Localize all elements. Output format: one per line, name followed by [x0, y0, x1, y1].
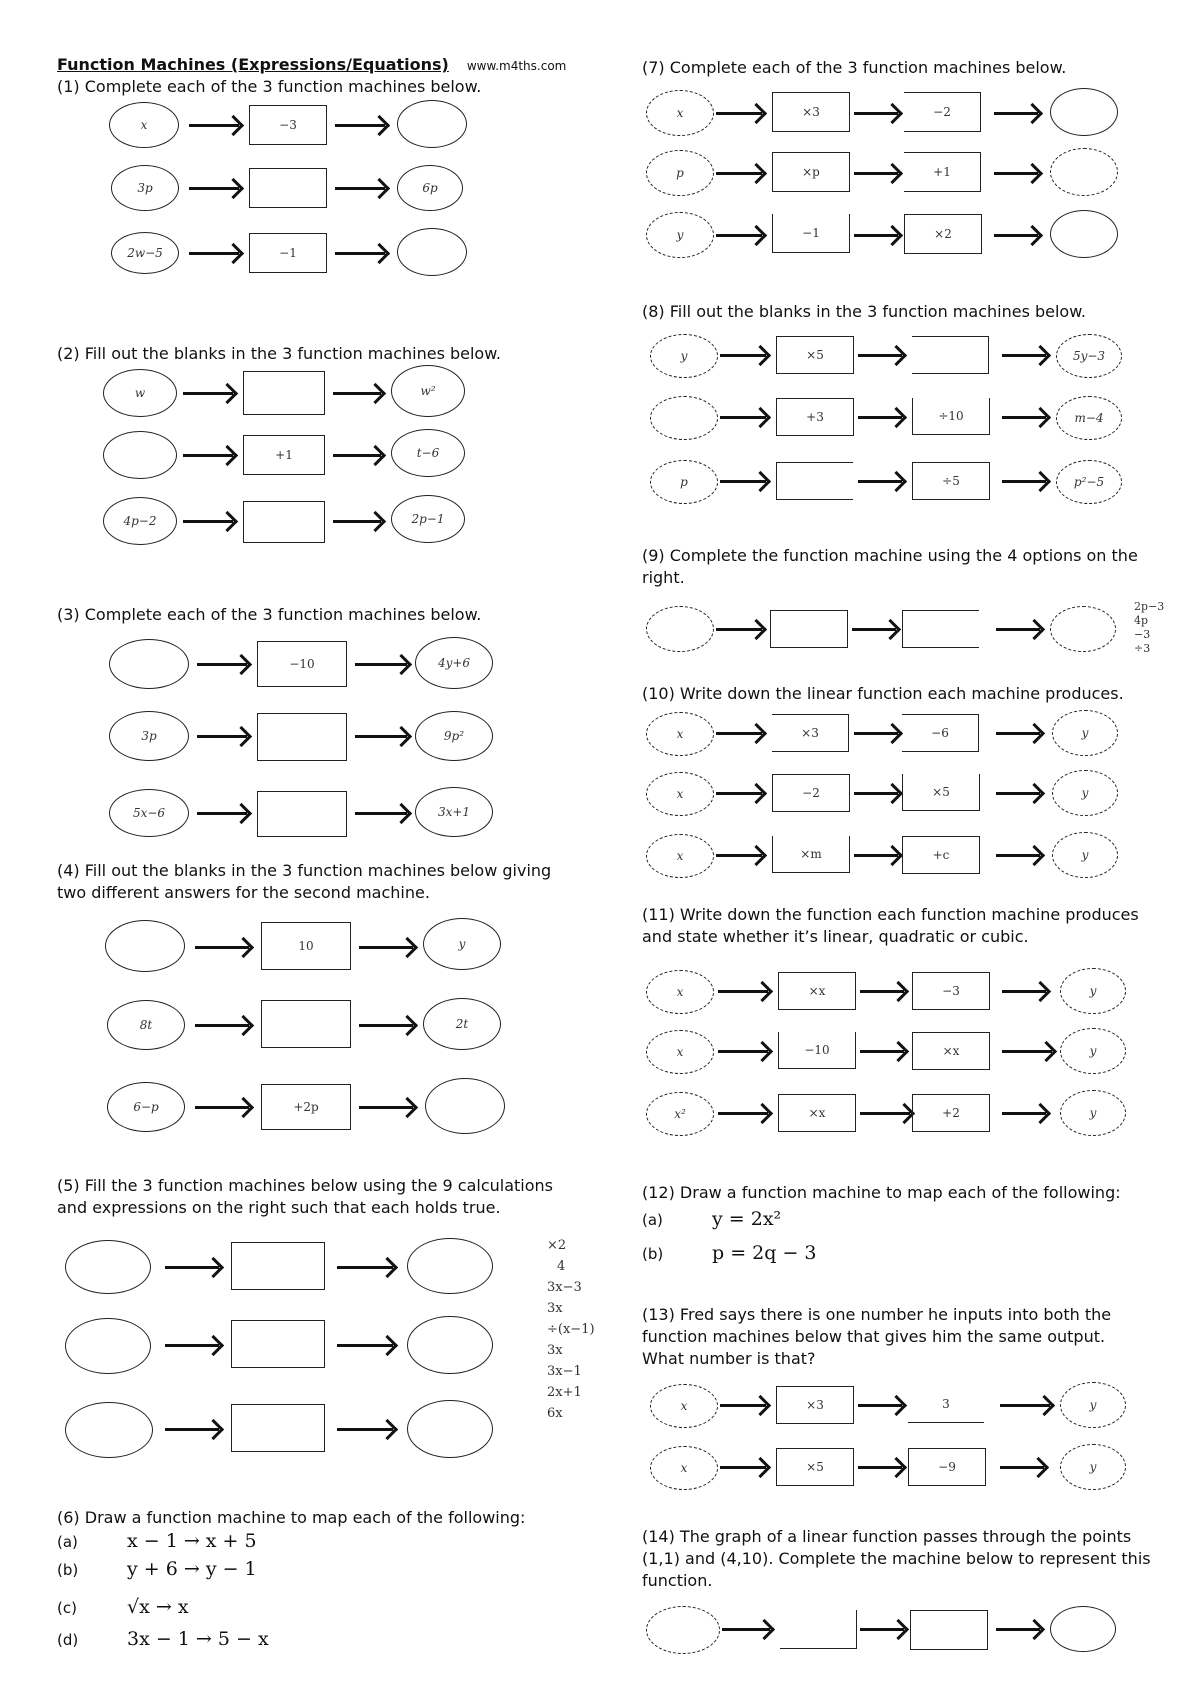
input-oval: [65, 1402, 153, 1458]
arrow-icon: [1000, 1404, 1050, 1407]
arrow-icon: [994, 112, 1038, 115]
input-oval: [646, 1606, 720, 1654]
option: 3x−1: [547, 1364, 582, 1379]
input-oval: x: [650, 1384, 718, 1428]
q12-text: (12) Draw a function machine to map each of the following:: [642, 1183, 1121, 1202]
arrow-icon: [337, 1266, 393, 1269]
operation-box: ×5: [776, 336, 854, 374]
input-oval: x: [646, 1030, 714, 1074]
output-oval: y: [1060, 1090, 1126, 1136]
arrow-icon: [854, 792, 898, 795]
option: 3x: [547, 1301, 563, 1316]
arrow-icon: [996, 1628, 1040, 1631]
option: 4: [557, 1259, 566, 1274]
output-oval: [425, 1078, 505, 1134]
item-expression: √x → x: [127, 1596, 189, 1618]
page-title: Function Machines (Expressions/Equations): [57, 55, 449, 74]
q6-item-c: [57, 1596, 189, 1618]
q11-machines: [646, 966, 1136, 1156]
operation-box: −3: [249, 105, 327, 145]
q12-item-a: [642, 1208, 781, 1230]
arrow-icon: [858, 416, 902, 419]
arrow-icon: [337, 1428, 393, 1431]
item-expression: y + 6 → y − 1: [127, 1558, 257, 1580]
input-oval: x: [646, 970, 714, 1014]
option: ÷(x−1): [547, 1322, 595, 1337]
operation-box: ×2: [904, 214, 982, 254]
arrow-icon: [720, 480, 766, 483]
arrow-icon: [716, 732, 762, 735]
arrow-icon: [355, 735, 407, 738]
q5-machines: [65, 1238, 565, 1488]
option: 3x: [547, 1343, 563, 1358]
operation-box: [902, 610, 979, 648]
input-oval: x: [109, 102, 179, 148]
operation-box: ×3: [772, 714, 849, 752]
arrow-icon: [722, 1628, 770, 1631]
output-oval: p²−5: [1056, 460, 1122, 504]
arrow-icon: [718, 990, 768, 993]
input-oval: p: [646, 150, 714, 196]
arrow-icon: [854, 234, 898, 237]
operation-box: [243, 501, 325, 543]
input-oval: y: [650, 334, 718, 378]
operation-box: −1: [772, 214, 850, 253]
arrow-icon: [860, 1628, 904, 1631]
arrow-icon: [189, 124, 239, 127]
q7-text: (7) Complete each of the 3 function machines below.: [642, 58, 1067, 77]
output-oval: [1050, 606, 1116, 652]
q5-options: [547, 1235, 595, 1424]
output-oval: y: [1060, 1444, 1126, 1490]
output-oval: w²: [391, 365, 465, 417]
output-oval: [397, 100, 467, 148]
arrow-icon: [716, 172, 762, 175]
operation-box: [231, 1404, 325, 1452]
site-url: www.m4ths.com: [466, 59, 567, 73]
arrow-icon: [183, 392, 233, 395]
arrow-icon: [716, 234, 762, 237]
input-oval: 8t: [107, 1000, 185, 1050]
operation-box: ×x: [778, 972, 856, 1010]
output-oval: 9p²: [415, 711, 493, 761]
output-oval: m−4: [1056, 396, 1122, 440]
q1-machines: [109, 100, 569, 290]
q6-item-a: [57, 1530, 257, 1552]
arrow-icon: [165, 1428, 219, 1431]
input-oval: p: [650, 460, 718, 504]
operation-box: +c: [902, 836, 980, 874]
arrow-icon: [716, 112, 762, 115]
header: [57, 55, 566, 76]
operation-box: −6: [902, 714, 979, 752]
output-oval: [1050, 210, 1118, 258]
operation-box: ×p: [772, 152, 850, 192]
q4-machines: [105, 918, 565, 1138]
operation-box: +2: [912, 1094, 990, 1132]
q9-text: (9) Complete the function machine using the 4 options on the right.: [642, 546, 1138, 587]
input-oval: [646, 606, 714, 652]
operation-box: ×x: [912, 1032, 990, 1070]
item-label: (a): [642, 1211, 663, 1229]
arrow-icon: [183, 520, 233, 523]
input-oval: w: [103, 369, 177, 417]
item-expression: p = 2q − 3: [712, 1242, 817, 1264]
arrow-icon: [1002, 1050, 1052, 1053]
arrow-icon: [718, 1112, 768, 1115]
operation-box: [776, 462, 853, 500]
input-oval: [650, 396, 718, 440]
arrow-icon: [359, 946, 413, 949]
option: −3: [1134, 628, 1151, 641]
arrow-icon: [165, 1266, 219, 1269]
arrow-icon: [1002, 354, 1046, 357]
arrow-icon: [333, 520, 381, 523]
arrow-icon: [716, 854, 762, 857]
arrow-icon: [355, 663, 407, 666]
output-oval: y: [1052, 770, 1118, 816]
input-oval: [103, 431, 177, 479]
option: 2p−3: [1134, 600, 1165, 613]
q12-item-b: [642, 1242, 817, 1264]
input-oval: x: [646, 90, 714, 136]
operation-box: [231, 1320, 325, 1368]
operation-box: 3: [908, 1386, 984, 1423]
operation-box: +1: [904, 152, 981, 192]
arrow-icon: [716, 628, 762, 631]
option: ÷3: [1134, 642, 1151, 655]
arrow-icon: [858, 1404, 902, 1407]
q14-text: (14) The graph of a linear function passes through the points (1,1) and (4,10). Complete the machine below to represent this function.: [642, 1527, 1151, 1590]
arrow-icon: [1002, 480, 1046, 483]
operation-box: −10: [778, 1032, 856, 1069]
output-oval: 2t: [423, 998, 501, 1050]
arrow-icon: [197, 735, 247, 738]
q6-item-d: [57, 1628, 269, 1650]
operation-box: [261, 1000, 351, 1048]
arrow-icon: [355, 812, 407, 815]
operation-box: [231, 1242, 325, 1290]
output-oval: 3x+1: [415, 787, 493, 837]
output-oval: t−6: [391, 429, 465, 477]
arrow-icon: [1002, 990, 1046, 993]
operation-box: −10: [257, 641, 347, 687]
output-oval: 5y−3: [1056, 334, 1122, 378]
arrow-icon: [854, 112, 898, 115]
arrow-icon: [860, 1050, 904, 1053]
option: 3x−3: [547, 1280, 582, 1295]
input-oval: 3p: [109, 711, 189, 761]
arrow-icon: [197, 663, 247, 666]
output-oval: y: [1052, 710, 1118, 756]
q10-machines: [646, 708, 1126, 888]
output-oval: 4y+6: [415, 637, 493, 689]
input-oval: x: [646, 772, 714, 816]
q8-machines: [650, 330, 1130, 530]
output-oval: [407, 1238, 493, 1294]
arrow-icon: [197, 812, 247, 815]
arrow-icon: [335, 187, 385, 190]
output-oval: y: [1060, 1028, 1126, 1074]
operation-box: ×x: [778, 1094, 856, 1132]
input-oval: 3p: [111, 165, 179, 211]
output-oval: [1050, 1606, 1116, 1652]
operation-box: −1: [249, 233, 327, 273]
input-oval: y: [646, 212, 714, 258]
operation-box: [257, 713, 347, 761]
q9-options: [1134, 600, 1164, 656]
output-oval: 2p−1: [391, 495, 465, 543]
q5-text: (5) Fill the 3 function machines below using the 9 calculations and expressions on the right such that each holds true.: [57, 1176, 553, 1217]
output-oval: y: [1060, 968, 1126, 1014]
item-expression: x − 1 → x + 5: [127, 1530, 257, 1552]
output-oval: [397, 228, 467, 276]
arrow-icon: [860, 990, 904, 993]
q2-text: (2) Fill out the blanks in the 3 function machines below.: [57, 344, 501, 363]
arrow-icon: [854, 732, 898, 735]
q6-item-b: [57, 1558, 257, 1580]
operation-box: −2: [772, 774, 850, 812]
arrow-icon: [720, 354, 766, 357]
operation-box: [770, 610, 848, 648]
arrow-icon: [996, 628, 1040, 631]
arrow-icon: [333, 454, 381, 457]
item-label: (d): [57, 1631, 79, 1649]
arrow-icon: [1002, 416, 1046, 419]
operation-box: ×5: [902, 774, 980, 811]
option: 4p: [1134, 614, 1149, 627]
input-oval: 5x−6: [109, 789, 189, 837]
input-oval: [105, 920, 185, 972]
arrow-icon: [720, 1466, 766, 1469]
arrow-icon: [858, 480, 902, 483]
q10-text: (10) Write down the linear function each machine produces.: [642, 684, 1124, 703]
input-oval: x: [646, 834, 714, 878]
operation-box: [243, 371, 325, 415]
operation-box: ×5: [776, 1448, 854, 1486]
input-oval: 2w−5: [111, 232, 179, 274]
output-oval: y: [1060, 1382, 1126, 1428]
input-oval: x: [646, 712, 714, 756]
output-oval: [1050, 88, 1118, 136]
q14-machine: [646, 1604, 1126, 1664]
arrow-icon: [359, 1106, 413, 1109]
operation-box: +2p: [261, 1084, 351, 1130]
arrow-icon: [189, 252, 239, 255]
operation-box: −2: [904, 92, 981, 132]
input-oval: 4p−2: [103, 497, 177, 545]
input-oval: x: [650, 1446, 718, 1490]
arrow-icon: [996, 854, 1040, 857]
arrow-icon: [183, 454, 233, 457]
operation-box: [257, 791, 347, 837]
operation-box: ÷10: [912, 398, 990, 435]
item-label: (b): [57, 1561, 79, 1579]
arrow-icon: [335, 252, 385, 255]
operation-box: [780, 1610, 857, 1649]
output-oval: [1050, 148, 1118, 196]
operation-box: ×3: [772, 92, 850, 132]
arrow-icon: [994, 172, 1038, 175]
q13-machines: [650, 1380, 1130, 1510]
operation-box: 10: [261, 922, 351, 970]
q3-text: (3) Complete each of the 3 function machines below.: [57, 605, 482, 624]
input-oval: x²: [646, 1092, 714, 1136]
q2-machines: [103, 365, 553, 555]
operation-box: +1: [243, 435, 325, 475]
item-label: (c): [57, 1599, 77, 1617]
operation-box: +3: [776, 398, 854, 436]
arrow-icon: [994, 234, 1038, 237]
output-oval: [407, 1400, 493, 1458]
option: 2x+1: [547, 1385, 582, 1400]
output-oval: [407, 1316, 493, 1374]
arrow-icon: [854, 854, 898, 857]
arrow-icon: [1000, 1466, 1044, 1469]
q3-machines: [109, 637, 569, 847]
arrow-icon: [858, 1466, 902, 1469]
operation-box: −3: [912, 972, 990, 1010]
arrow-icon: [716, 792, 762, 795]
arrow-icon: [189, 187, 239, 190]
option: 6x: [547, 1406, 563, 1421]
q7-machines: [646, 88, 1126, 288]
output-oval: 6p: [397, 165, 463, 211]
input-oval: 6−p: [107, 1082, 185, 1132]
q4-text: (4) Fill out the blanks in the 3 function machines below giving two different answers for the second machine.: [57, 861, 552, 902]
input-oval: [65, 1240, 151, 1294]
arrow-icon: [165, 1344, 219, 1347]
q1-text: (1) Complete each of the 3 function machines below.: [57, 77, 482, 96]
q13-text: (13) Fred says there is one number he inputs into both the function machines below that gives him the same output. What number is that?: [642, 1305, 1112, 1368]
arrow-icon: [333, 392, 381, 395]
arrow-icon: [718, 1050, 768, 1053]
operation-box: ×3: [776, 1386, 854, 1424]
item-label: (a): [57, 1533, 78, 1551]
arrow-icon: [195, 1024, 249, 1027]
option: ×2: [547, 1238, 567, 1253]
operation-box: −9: [908, 1448, 986, 1486]
input-oval: [65, 1318, 151, 1374]
item-label: (b): [642, 1245, 664, 1263]
arrow-icon: [860, 1112, 910, 1115]
q9-machine: [646, 604, 1126, 664]
arrow-icon: [852, 628, 896, 631]
arrow-icon: [720, 416, 766, 419]
q11-text: (11) Write down the function each function machine produces and state whether it’s linear, quadratic or cubic.: [642, 905, 1139, 946]
item-expression: 3x − 1 → 5 − x: [127, 1628, 269, 1650]
arrow-icon: [720, 1404, 766, 1407]
input-oval: [109, 639, 189, 689]
output-oval: y: [423, 918, 501, 970]
arrow-icon: [195, 946, 249, 949]
operation-box: [912, 336, 989, 374]
q8-text: (8) Fill out the blanks in the 3 function machines below.: [642, 302, 1086, 321]
arrow-icon: [195, 1106, 249, 1109]
q6-text: (6) Draw a function machine to map each of the following:: [57, 1508, 526, 1527]
arrow-icon: [1002, 1112, 1046, 1115]
arrow-icon: [337, 1344, 393, 1347]
output-oval: y: [1052, 832, 1118, 878]
arrow-icon: [854, 172, 898, 175]
arrow-icon: [996, 792, 1040, 795]
arrow-icon: [359, 1024, 413, 1027]
arrow-icon: [996, 732, 1040, 735]
operation-box: ×m: [772, 836, 850, 873]
operation-box: [910, 1610, 988, 1650]
operation-box: [249, 168, 327, 208]
operation-box: ÷5: [912, 462, 990, 500]
item-expression: y = 2x²: [712, 1208, 782, 1230]
arrow-icon: [858, 354, 902, 357]
arrow-icon: [335, 124, 385, 127]
